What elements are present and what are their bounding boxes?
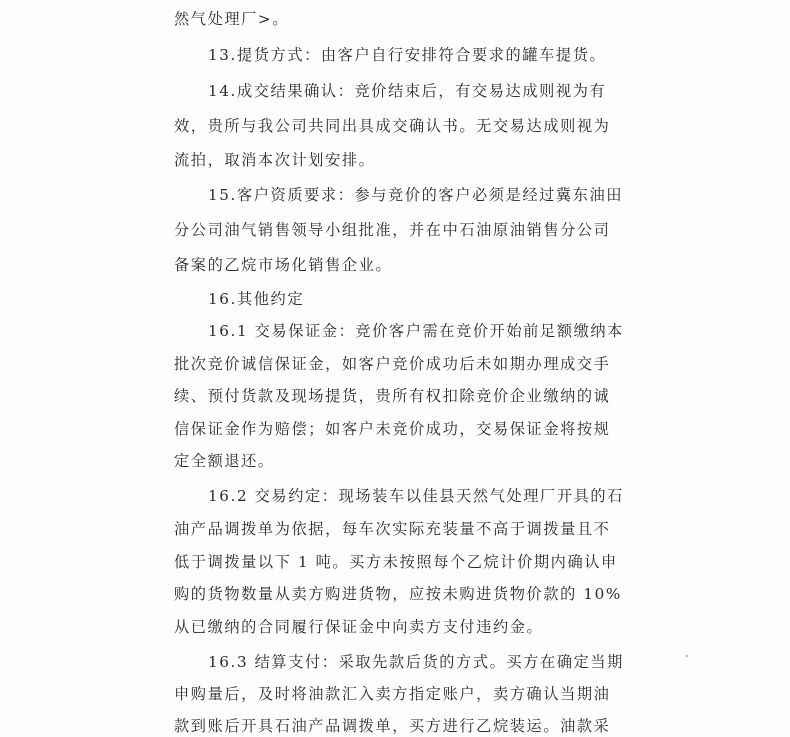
clause-16-1-heading: 16.1 交易保证金：竞价客户需在竞价开始前足额缴纳本 — [208, 322, 624, 340]
scan-speck — [686, 655, 688, 657]
clause-16-heading: 16.其他约定 — [208, 290, 305, 308]
clause-16-2-heading: 16.2 交易约定：现场装车以佳县天然气处理厂开具的石 — [208, 487, 624, 505]
text-line: 分公司油气销售领导小组批准，并在中石油原油销售分公司 — [174, 221, 611, 239]
text-line: 然气处理厂>。 — [174, 10, 290, 28]
text-line: 批次竞价诚信保证金，如客户竞价成功后未如期办理成交手 — [174, 355, 611, 373]
text-line: 款到账后开具石油产品调拨单，买方进行乙烷装运。油款采 — [174, 717, 611, 735]
text-line: 效，贵所与我公司共同出具成交确认书。无交易达成则视为 — [174, 117, 611, 135]
clause-13-heading: 13.提货方式：由客户自行安排符合要求的罐车提货。 — [208, 46, 607, 64]
text-line: 油产品调拨单为依据，每车次实际充装量不高于调拨量且不 — [174, 520, 611, 538]
clause-16-3-heading: 16.3 结算支付：采取先款后货的方式。买方在确定当期 — [208, 653, 624, 671]
text-line: 从已缴纳的合同履行保证金中向卖方支付违约金。 — [174, 618, 544, 636]
text-line: 低于调拨量以下 1 吨。买方未按照每个乙烷计价期内确认申 — [174, 553, 618, 571]
text-line: 购的货物数量从卖方购进货物，应按未购进货物价款的 10% — [174, 585, 622, 603]
text-line: 流拍，取消本次计划安排。 — [174, 151, 376, 169]
text-line: 信保证金作为赔偿；如客户未竞价成功，交易保证金将按规 — [174, 420, 611, 438]
text-line: 定全额退还。 — [174, 452, 275, 470]
clause-14-heading: 14.成交结果确认：竞价结束后，有交易达成则视为有 — [208, 82, 607, 100]
text-line: 申购量后，及时将油款汇入卖方指定账户，卖方确认当期油 — [174, 685, 611, 703]
text-line: 续、预付货款及现场提货，贵所有权扣除竞价企业缴纳的诚 — [174, 387, 611, 405]
clause-15-heading: 15.客户资质要求：参与竞价的客户必须是经过冀东油田 — [208, 186, 624, 204]
text-line: 备案的乙烷市场化销售企业。 — [174, 256, 393, 274]
